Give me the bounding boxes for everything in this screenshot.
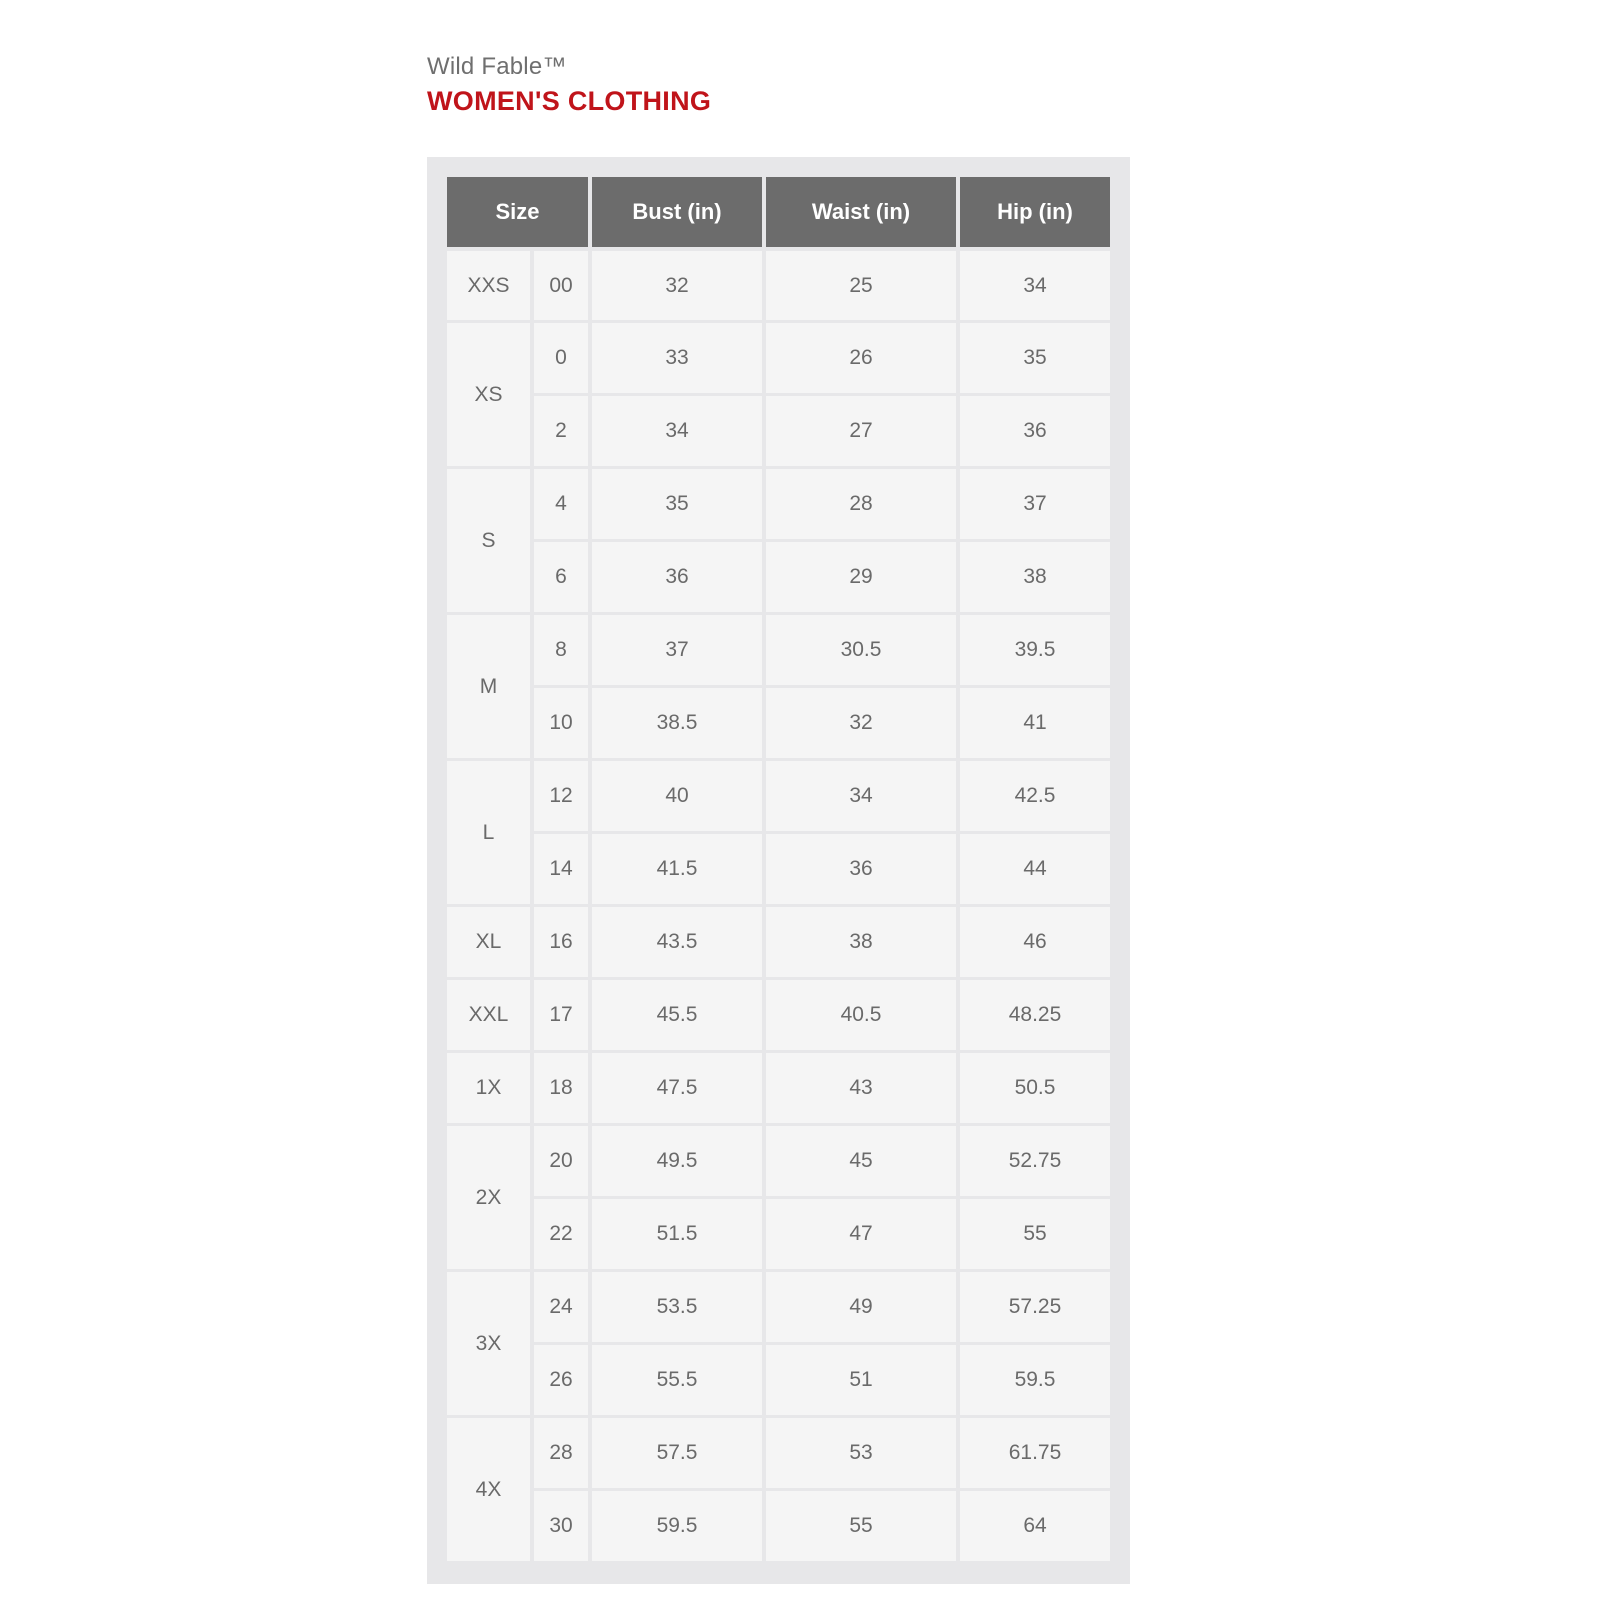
size-number-cell: 22 <box>534 1196 592 1269</box>
waist-cell: 27 <box>766 393 960 466</box>
bust-cell: 45.5 <box>592 977 766 1050</box>
hip-cell: 59.5 <box>960 1342 1110 1415</box>
bust-cell: 53.5 <box>592 1269 766 1342</box>
bust-cell: 51.5 <box>592 1196 766 1269</box>
size-number-cell: 26 <box>534 1342 592 1415</box>
waist-cell: 45 <box>766 1123 960 1196</box>
table-body <box>447 247 1110 1561</box>
size-number-cell: 12 <box>534 758 592 831</box>
waist-cell: 32 <box>766 685 960 758</box>
table-row <box>447 1342 1110 1415</box>
bust-cell: 35 <box>592 466 766 539</box>
size-label-cell: S <box>447 466 534 612</box>
bust-cell: 55.5 <box>592 1342 766 1415</box>
hip-cell: 36 <box>960 393 1110 466</box>
table-row <box>447 1196 1110 1269</box>
size-label-cell: XXL <box>447 977 534 1050</box>
table-row <box>447 977 1110 1050</box>
size-number-cell: 0 <box>534 320 592 393</box>
size-number-cell: 4 <box>534 466 592 539</box>
waist-cell: 53 <box>766 1415 960 1488</box>
table-row <box>447 1123 1110 1196</box>
hip-cell: 44 <box>960 831 1110 904</box>
hip-cell: 52.75 <box>960 1123 1110 1196</box>
bust-cell: 41.5 <box>592 831 766 904</box>
size-number-cell: 2 <box>534 393 592 466</box>
size-label-cell: XL <box>447 904 534 977</box>
hip-cell: 48.25 <box>960 977 1110 1050</box>
size-label-cell: L <box>447 758 534 904</box>
table-row <box>447 758 1110 831</box>
bust-cell: 47.5 <box>592 1050 766 1123</box>
header-waist: Waist (in) <box>766 177 960 247</box>
waist-cell: 34 <box>766 758 960 831</box>
hip-cell: 55 <box>960 1196 1110 1269</box>
table-row <box>447 393 1110 466</box>
waist-cell: 26 <box>766 320 960 393</box>
bust-cell: 59.5 <box>592 1488 766 1561</box>
waist-cell: 43 <box>766 1050 960 1123</box>
hip-cell: 39.5 <box>960 612 1110 685</box>
hip-cell: 35 <box>960 320 1110 393</box>
size-number-cell: 8 <box>534 612 592 685</box>
page-title: WOMEN'S CLOTHING <box>427 86 712 116</box>
size-label-cell: 3X <box>447 1269 534 1415</box>
waist-cell: 51 <box>766 1342 960 1415</box>
size-number-cell: 20 <box>534 1123 592 1196</box>
table-row <box>447 466 1110 539</box>
size-number-cell: 10 <box>534 685 592 758</box>
bust-cell: 33 <box>592 320 766 393</box>
bust-cell: 32 <box>592 247 766 320</box>
hip-cell: 34 <box>960 247 1110 320</box>
table-row <box>447 1050 1110 1123</box>
table-row <box>447 1488 1110 1561</box>
waist-cell: 29 <box>766 539 960 612</box>
header-bust: Bust (in) <box>592 177 766 247</box>
waist-cell: 25 <box>766 247 960 320</box>
table-row <box>447 539 1110 612</box>
table-row <box>447 247 1110 320</box>
bust-cell: 34 <box>592 393 766 466</box>
brand-name: Wild Fable™ <box>427 53 567 80</box>
waist-cell: 40.5 <box>766 977 960 1050</box>
bust-cell: 37 <box>592 612 766 685</box>
size-number-cell: 14 <box>534 831 592 904</box>
bust-cell: 49.5 <box>592 1123 766 1196</box>
table-row <box>447 1269 1110 1342</box>
header-hip: Hip (in) <box>960 177 1110 247</box>
hip-cell: 38 <box>960 539 1110 612</box>
table-header-row <box>447 177 1110 247</box>
size-number-cell: 16 <box>534 904 592 977</box>
size-number-cell: 17 <box>534 977 592 1050</box>
waist-cell: 36 <box>766 831 960 904</box>
hip-cell: 50.5 <box>960 1050 1110 1123</box>
size-number-cell: 6 <box>534 539 592 612</box>
size-number-cell: 24 <box>534 1269 592 1342</box>
hip-cell: 61.75 <box>960 1415 1110 1488</box>
table-row <box>447 685 1110 758</box>
size-label-cell: XXS <box>447 247 534 320</box>
header-size: Size <box>447 177 592 247</box>
waist-cell: 38 <box>766 904 960 977</box>
size-number-cell: 28 <box>534 1415 592 1488</box>
size-number-cell: 18 <box>534 1050 592 1123</box>
size-label-cell: M <box>447 612 534 758</box>
waist-cell: 47 <box>766 1196 960 1269</box>
bust-cell: 38.5 <box>592 685 766 758</box>
hip-cell: 42.5 <box>960 758 1110 831</box>
size-chart-frame <box>427 157 1130 1584</box>
table-row <box>447 320 1110 393</box>
waist-cell: 49 <box>766 1269 960 1342</box>
bust-cell: 40 <box>592 758 766 831</box>
bust-cell: 43.5 <box>592 904 766 977</box>
hip-cell: 57.25 <box>960 1269 1110 1342</box>
waist-cell: 28 <box>766 466 960 539</box>
hip-cell: 37 <box>960 466 1110 539</box>
size-number-cell: 00 <box>534 247 592 320</box>
table-row <box>447 831 1110 904</box>
size-label-cell: 4X <box>447 1415 534 1561</box>
hip-cell: 64 <box>960 1488 1110 1561</box>
bust-cell: 57.5 <box>592 1415 766 1488</box>
hip-cell: 41 <box>960 685 1110 758</box>
size-label-cell: 1X <box>447 1050 534 1123</box>
bust-cell: 36 <box>592 539 766 612</box>
size-chart-table <box>447 177 1110 1561</box>
table-row <box>447 612 1110 685</box>
page-header <box>427 52 711 118</box>
size-label-cell: 2X <box>447 1123 534 1269</box>
hip-cell: 46 <box>960 904 1110 977</box>
waist-cell: 55 <box>766 1488 960 1561</box>
size-label-cell: XS <box>447 320 534 466</box>
table-row <box>447 904 1110 977</box>
size-number-cell: 30 <box>534 1488 592 1561</box>
table-row <box>447 1415 1110 1488</box>
waist-cell: 30.5 <box>766 612 960 685</box>
